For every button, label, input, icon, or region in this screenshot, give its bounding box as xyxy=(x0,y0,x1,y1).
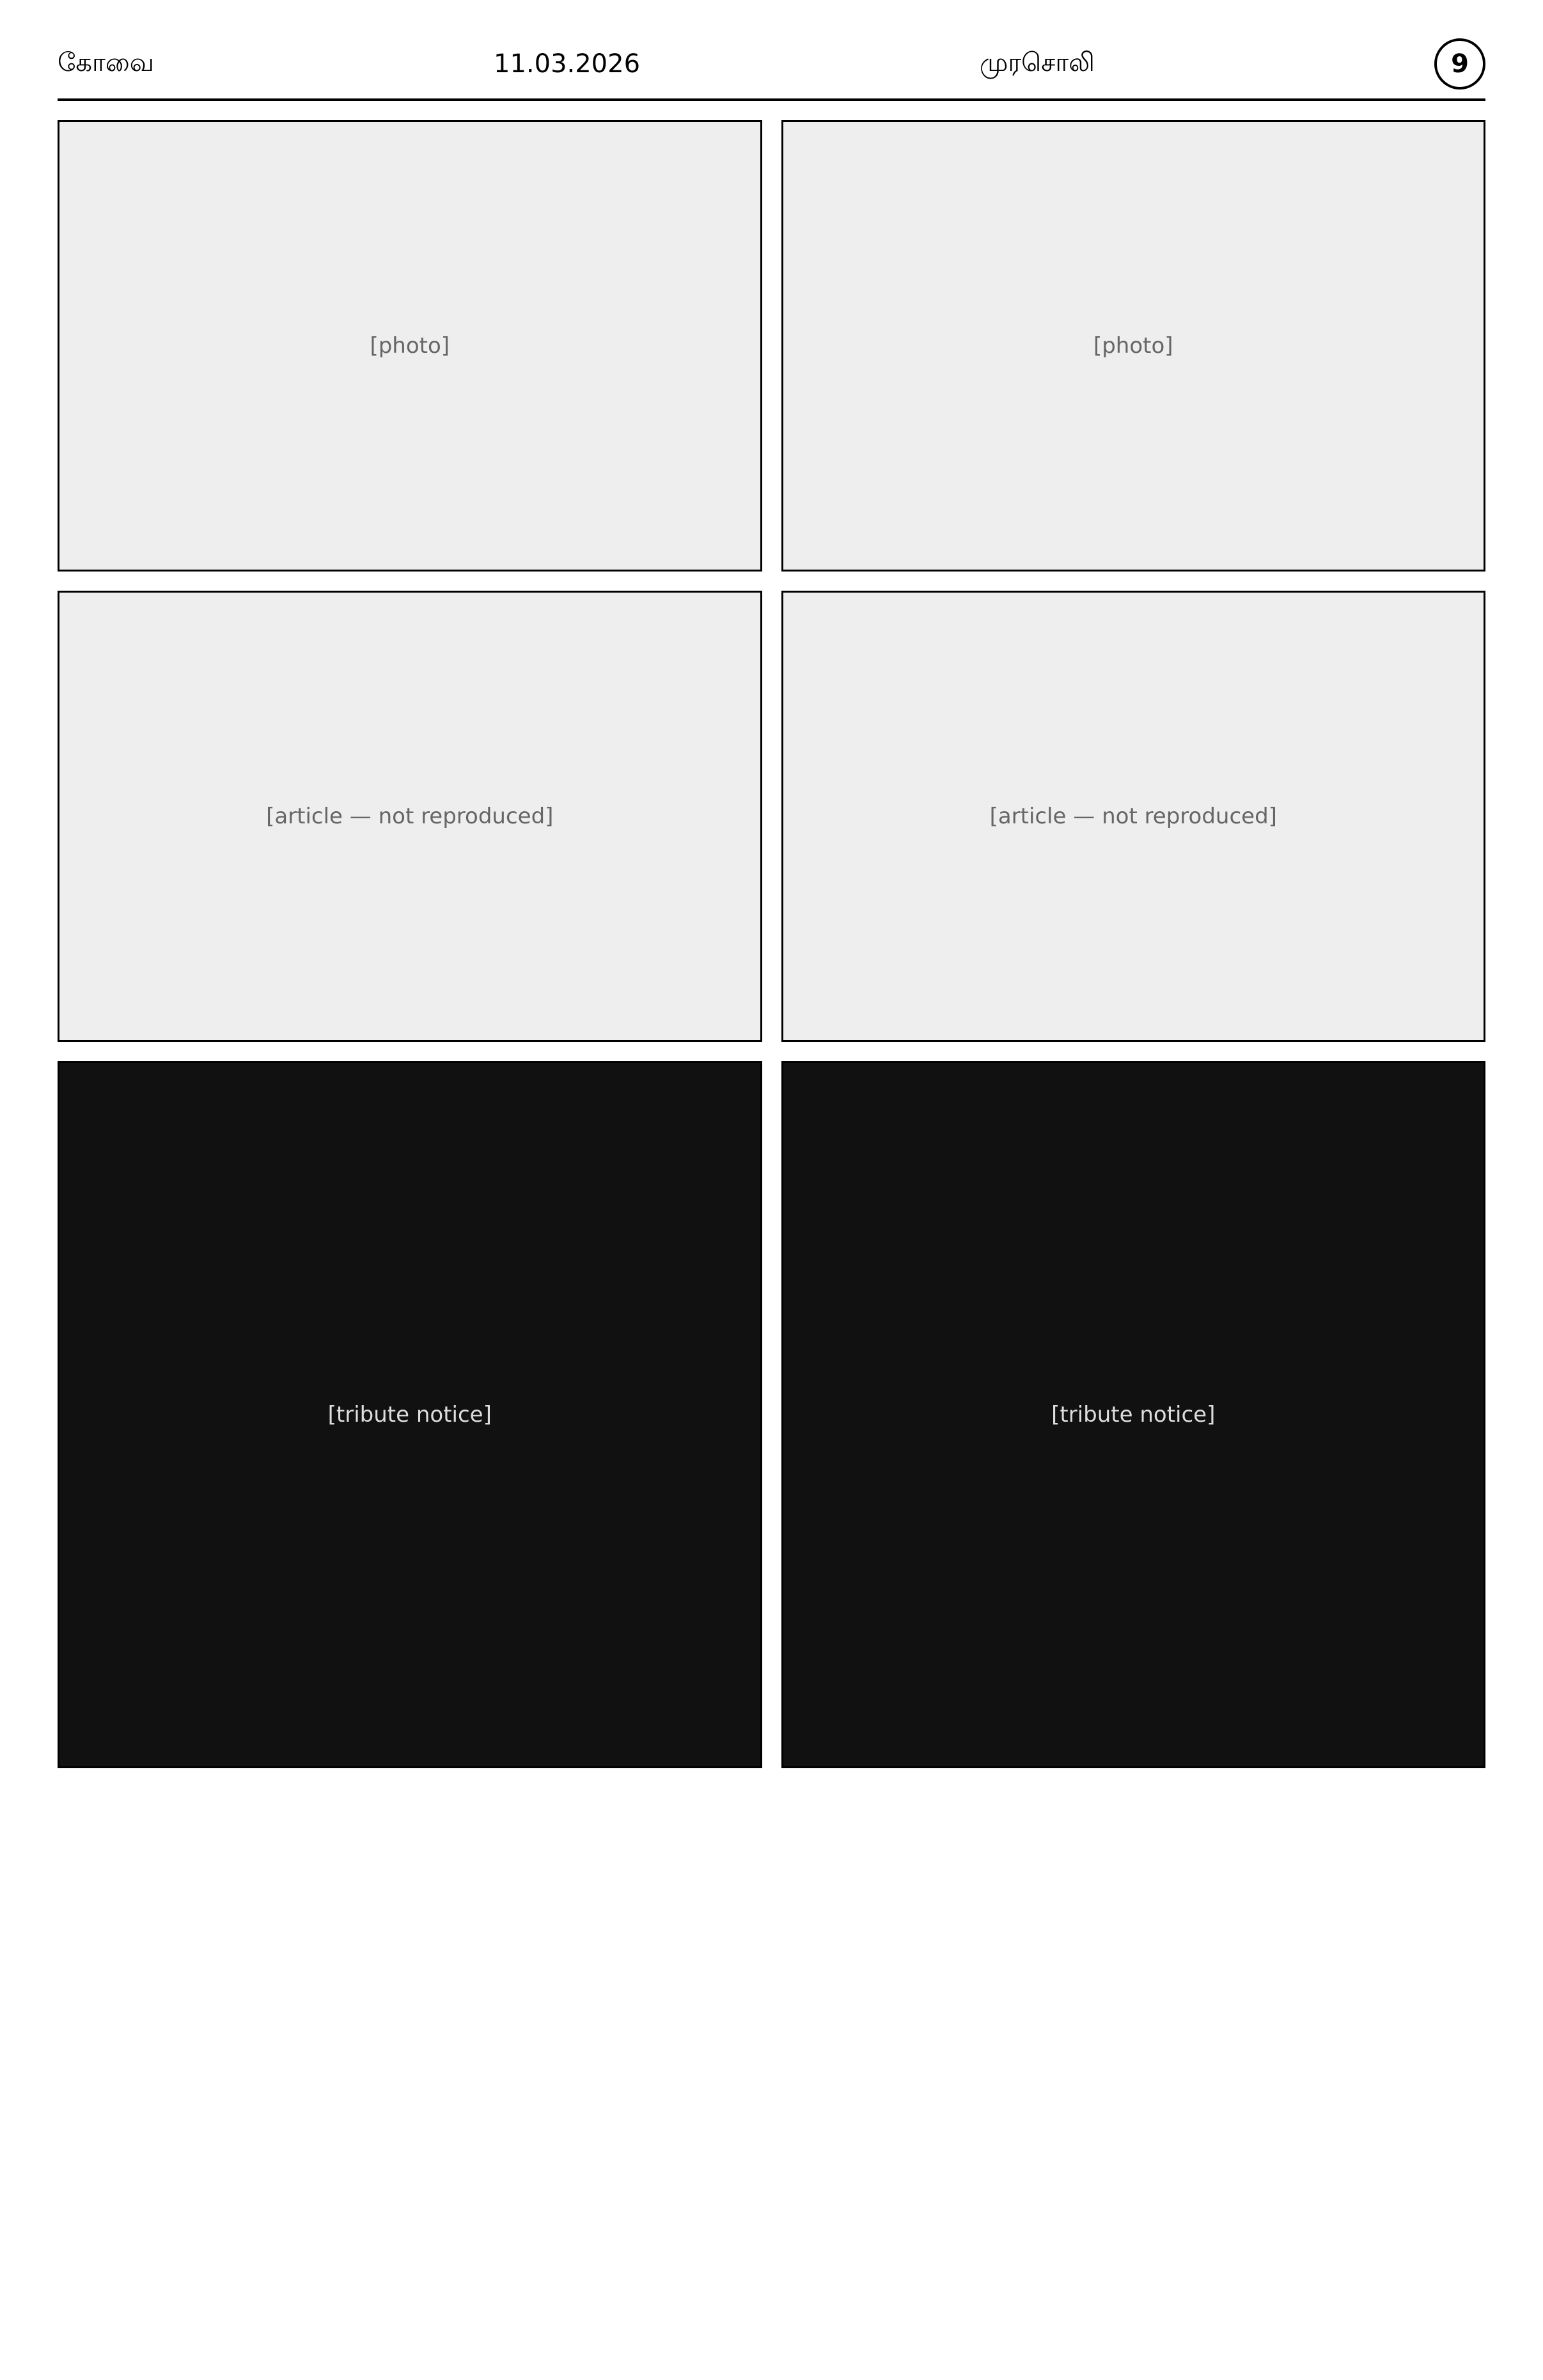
photo-right: [photo] xyxy=(781,120,1486,572)
date: 11.03.2026 xyxy=(494,49,641,79)
masthead xyxy=(58,38,1485,101)
memorial-left: [tribute notice] xyxy=(58,1061,762,1768)
paper-title: முரசொலி xyxy=(980,47,1095,77)
edition: கோவை xyxy=(58,47,155,77)
article-right: [article — not reproduced] xyxy=(781,591,1486,1042)
page-number: 9 xyxy=(1434,38,1485,89)
memorial-right: [tribute notice] xyxy=(781,1061,1486,1768)
content-grid xyxy=(58,120,1485,1768)
article-left: [article — not reproduced] xyxy=(58,591,762,1042)
photo-left: [photo] xyxy=(58,120,762,572)
